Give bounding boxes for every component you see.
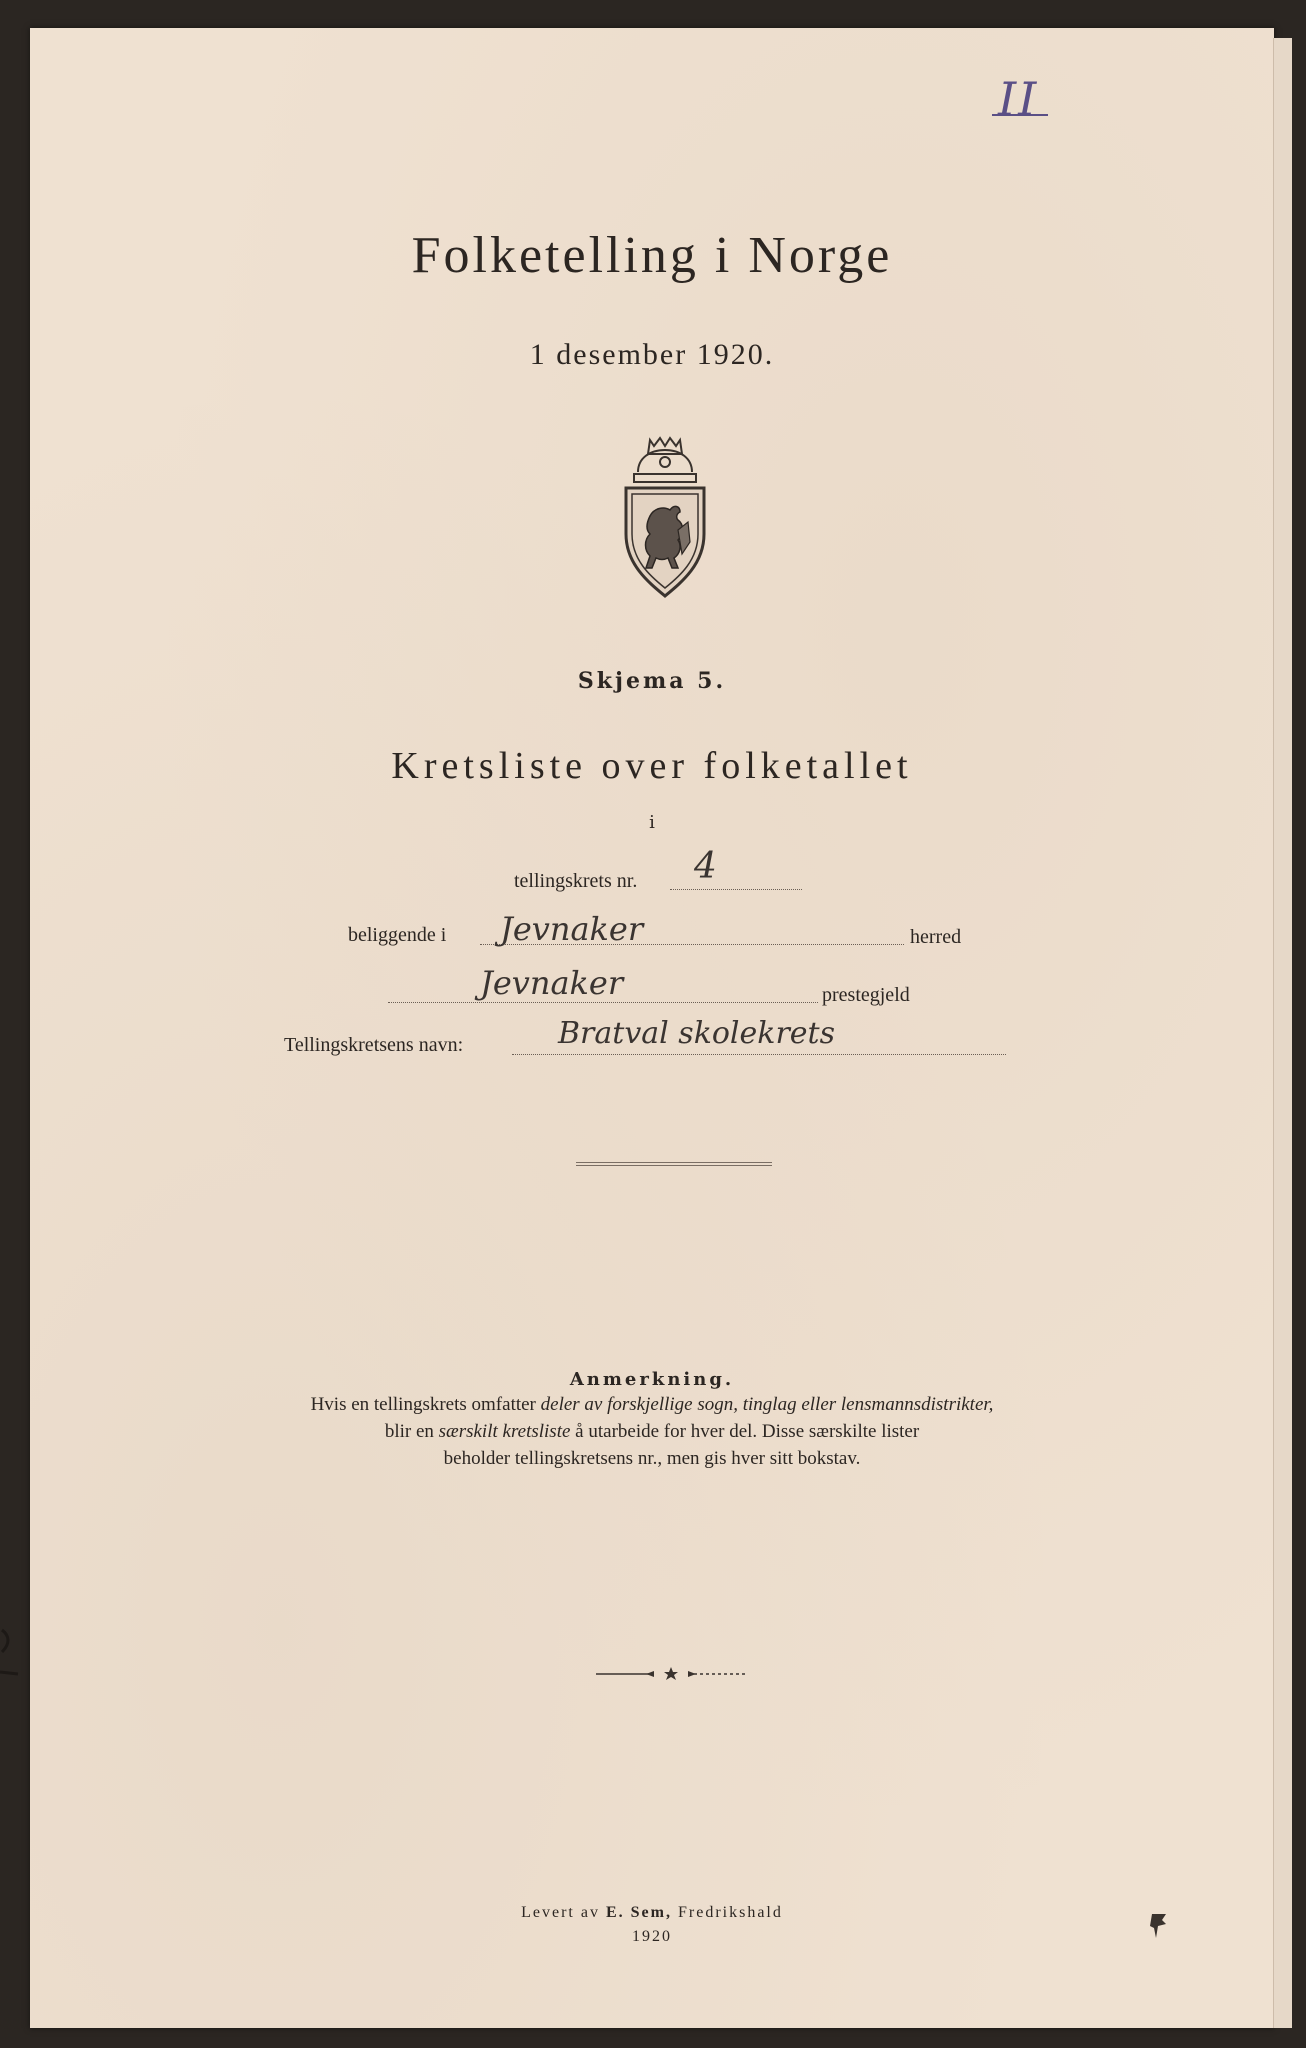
note-line-2-italic: særskilt kretsliste — [438, 1421, 571, 1442]
note-line-3: beholder tellingskretsens nr., men gis hver sitt bokstav. — [443, 1448, 861, 1469]
kretsnavn-value: Bratval skolekrets — [558, 1016, 836, 1051]
tellingskrets-label: tellingskrets nr. — [514, 870, 638, 892]
census-form-page — [30, 28, 1274, 2028]
note-line-2 — [30, 1421, 1274, 1443]
census-date: 1 desember 1920. — [529, 338, 775, 371]
schema-number: Skjema 5. — [577, 668, 727, 694]
printer-line — [30, 1904, 1274, 1922]
note-line-1 — [30, 1394, 1274, 1416]
note-heading: Anmerkning. — [569, 1369, 735, 1390]
binding-mark-icon — [0, 1628, 20, 1680]
sheet-number-mark: II — [998, 72, 1039, 126]
tellingskrets-dotted-line — [670, 889, 802, 890]
printer-place: Fredrikshald — [671, 1904, 783, 1921]
kretsnavn-label: Tellingskretsens navn: — [284, 1034, 464, 1056]
note-line-2-text-b: å utarbeide for hver del. Disse særskilte lister — [570, 1421, 920, 1442]
printer-name: E. Sem, — [605, 1904, 672, 1921]
prestegjeld-label: prestegjeld — [822, 984, 910, 1006]
printer-year: 1920 — [632, 1928, 672, 1945]
prestegjeld-value: Jevnaker — [480, 964, 624, 1002]
list-title: Kretsliste over folketallet — [391, 745, 913, 787]
ink-mark-icon — [1148, 1910, 1170, 1940]
kretsnavn-dotted-line — [512, 1054, 1006, 1055]
star-ornament-icon — [596, 1666, 746, 1682]
prestegjeld-dotted-line — [388, 1002, 818, 1003]
herred-value: Jevnaker — [500, 910, 644, 948]
form-title: Folketelling i Norge — [411, 227, 893, 284]
beliggende-label: beliggende i — [348, 924, 447, 946]
page-edge — [1273, 38, 1292, 2028]
section-divider — [576, 1162, 772, 1166]
note-line-1-italic: deler av forskjellige sogn, tinglag eller lensmannsdistrikter, — [540, 1394, 994, 1415]
tellingskrets-value: 4 — [694, 846, 717, 887]
connector-i: i — [649, 812, 655, 833]
note-line-1-text: Hvis en tellingskrets omfatter — [310, 1394, 541, 1415]
printer-prefix: Levert av — [521, 1904, 606, 1921]
herred-label: herred — [910, 926, 962, 948]
norwegian-coat-of-arms-icon — [620, 434, 710, 600]
note-line-2-text-a: blir en — [384, 1421, 439, 1442]
